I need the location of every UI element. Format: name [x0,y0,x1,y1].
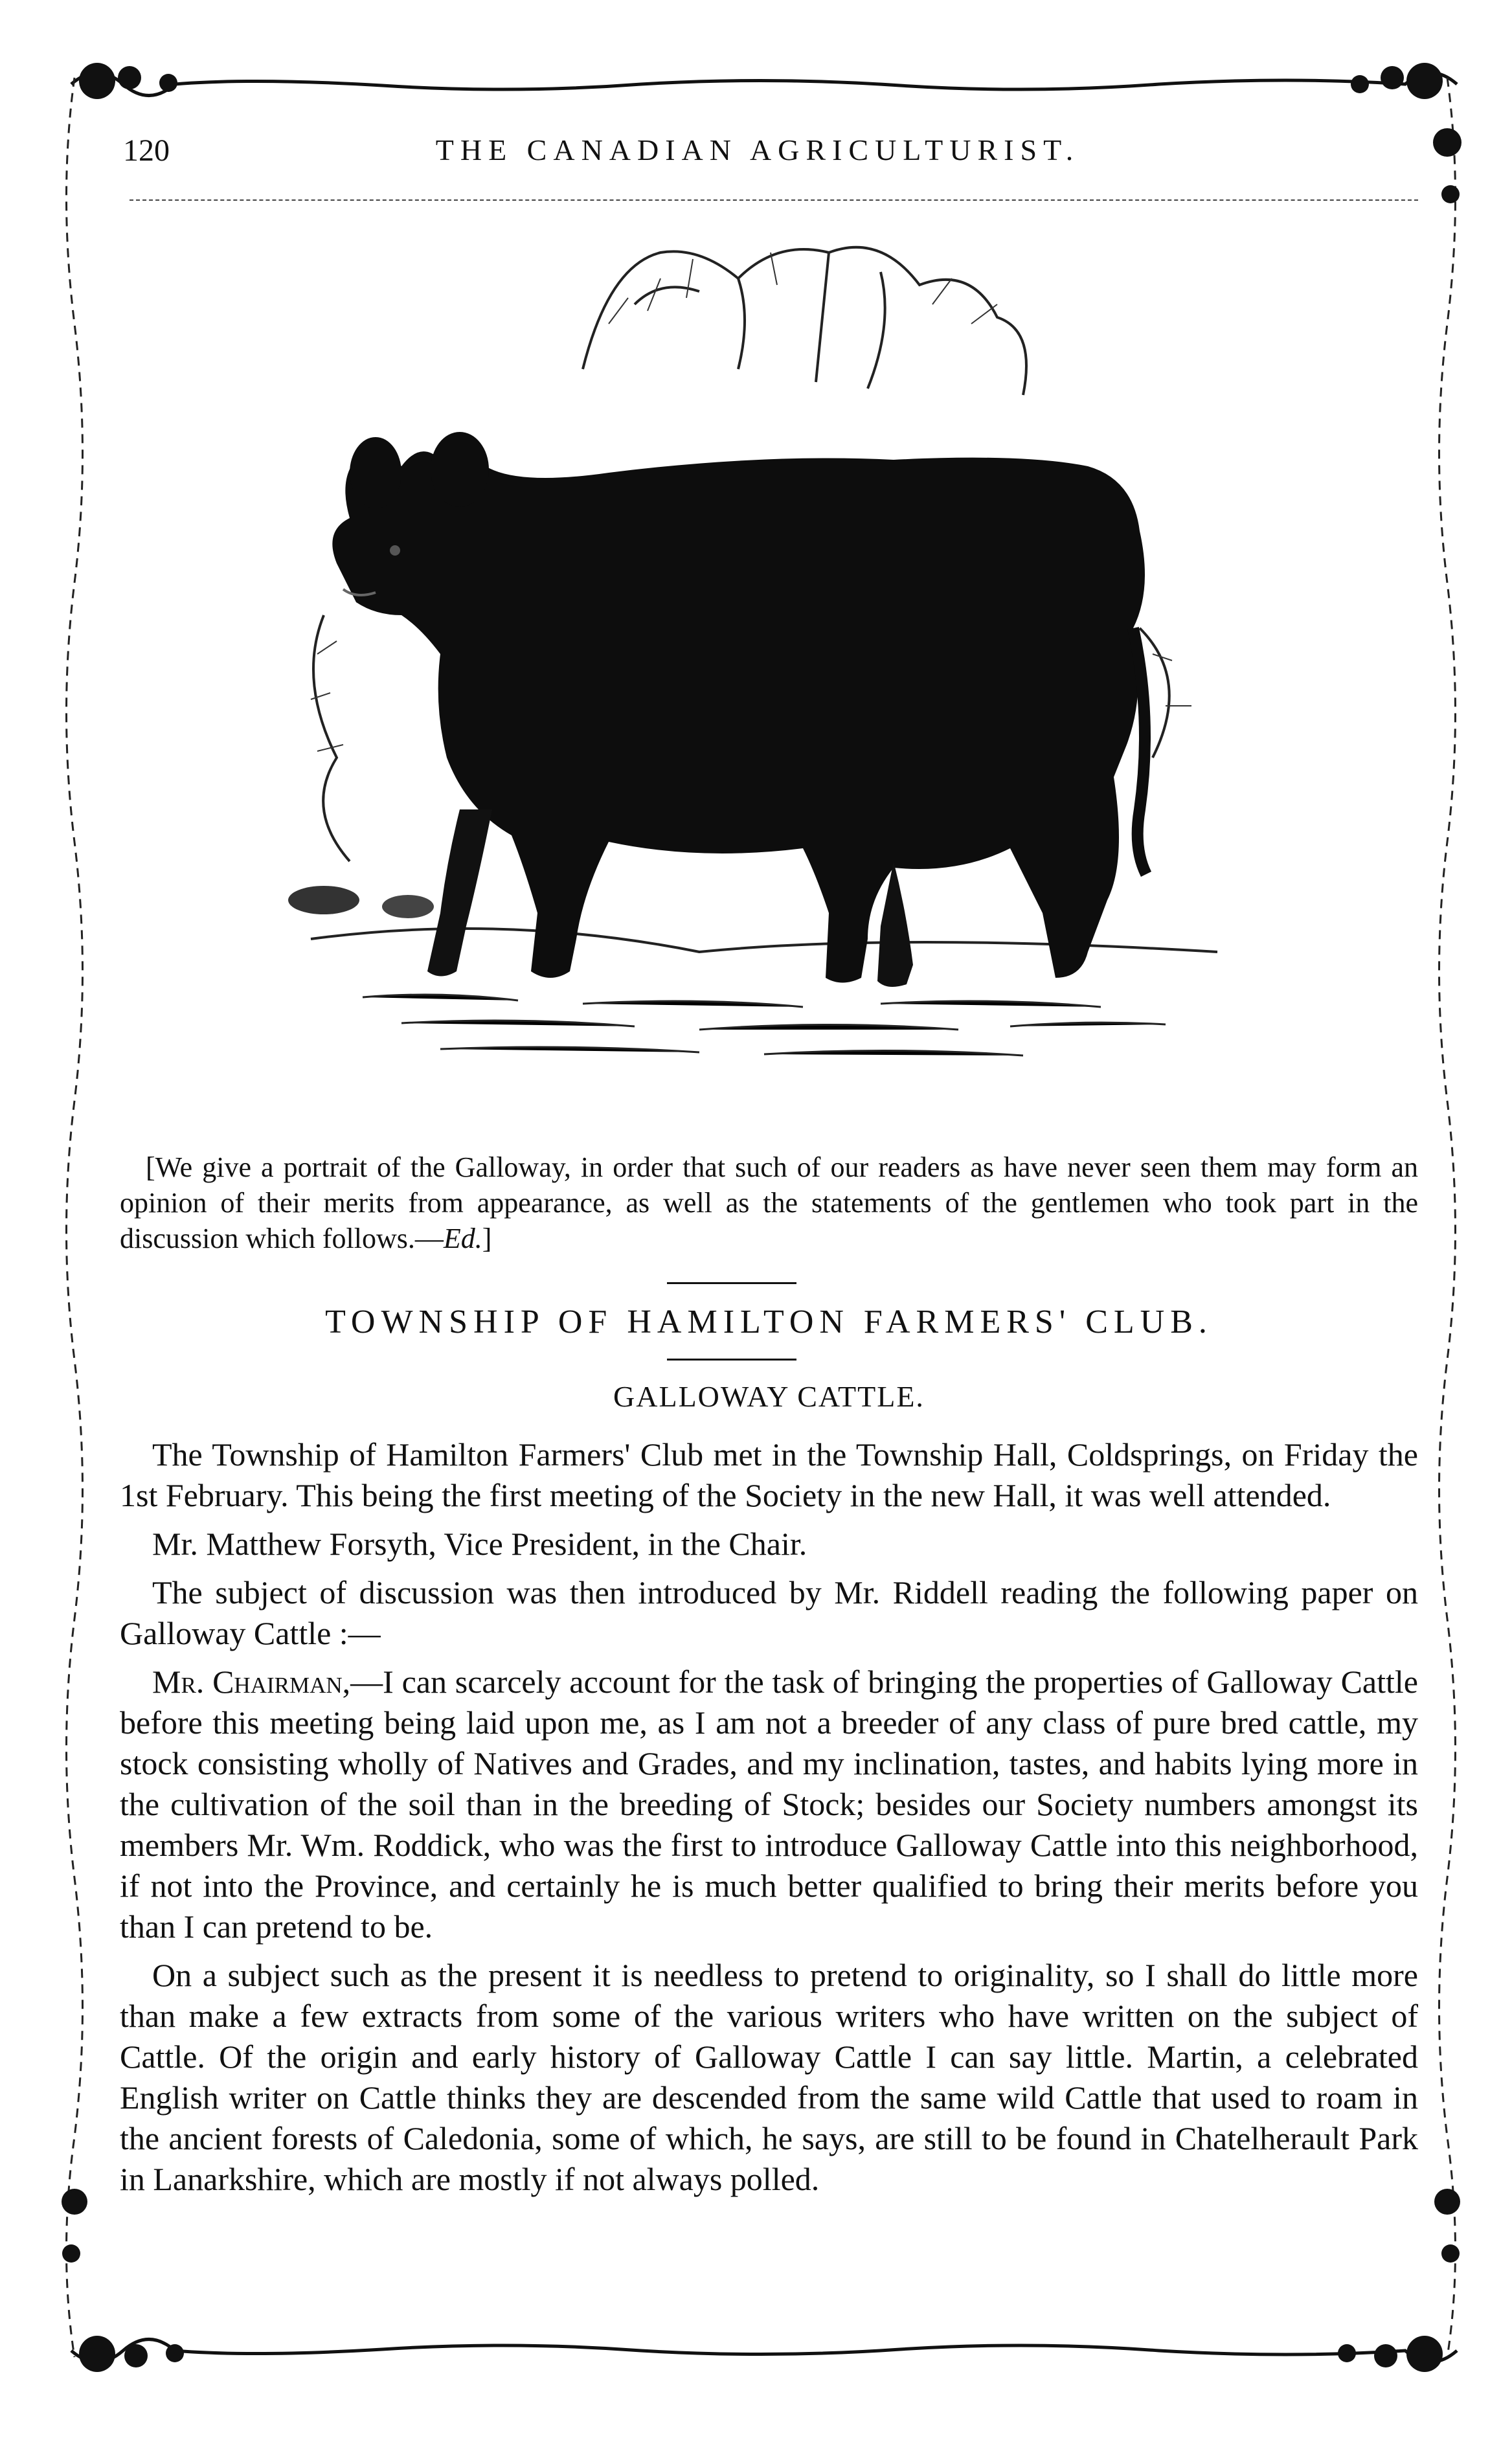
paragraph: The subject of discussion was then introduced by Mr. Riddell reading the following paper on Galloway Cattle :— [120,1574,1418,1651]
running-head [123,133,1418,178]
section-rule-top [667,1282,796,1284]
editor-signature: Ed. [443,1223,482,1254]
editor-note-text: [We give a portrait of the Galloway, in order that such of our readers as have never seen them may form an opinion of their merits from appearance, as well as the statements of the gentlemen who took part in the discussion which follows.— [120,1151,1418,1254]
paragraph: The Township of Hamilton Farmers' Club met in the Township Hall, Coldsprings, on Friday the 1st February. This being the first meeting of the Society in the new Hall, it was well attended. [120,1436,1418,1513]
ornamental-border-right [1425,65,1470,2370]
paragraph-text: —I can scarcely account for the task of bringing the properties of Galloway Cattle before this meeting being laid upon me, as I am not a breeder of any class of pure bred cattle, my stock consisting wholly of Natives and Grades, and my inclination, tastes, and habits lying more in the cultivation of the soil than in the breeding of Stock; besides our Society numbers amongst its members Mr. Wm. Roddick, who was the first to introduce Galloway Cattle into this neighborhood, if not into the Province, and certainly he is much better qualified to bring their merits before you than I can pretend to be. [120,1664,1418,1945]
paragraph [120,1662,1418,1947]
header-rule [130,199,1418,201]
address-lead: Mr. Chairman, [152,1664,351,1700]
editor-note [120,1149,1418,1256]
galloway-cow-illustration [246,227,1282,1114]
page-number: 120 [123,133,170,168]
ornamental-border-bottom [58,2331,1470,2377]
section-rule-bottom [667,1359,796,1361]
paragraph: Mr. Matthew Forsyth, Vice President, in the Chair. [152,1526,807,1562]
journal-title: THE CANADIAN AGRICULTURIST. [435,133,1080,166]
editor-note-close: ] [482,1223,492,1254]
ornamental-border-left [52,65,97,2370]
section-heading: TOWNSHIP OF HAMILTON FARMERS' CLUB. [325,1304,1213,1340]
section-subheading: GALLOWAY CATTLE. [613,1380,925,1413]
ornamental-border-top [58,58,1470,104]
article-body [120,1434,1418,2208]
paragraph: On a subject such as the present it is needless to pretend to originality, so I shall do little more than make a few extracts from some of the various writers who have written on the subject of Cattle. Of the origin and early history of Galloway Cattle I can say little. Martin, a celebrated English writer on Cattle thinks they are descended from the same wild Cattle that used to roam in the ancient forests of Caledonia, some of which, he says, are still to be found in Chatelherault Park in Lanarkshire, which are mostly if not always polled. [120,1957,1418,2197]
